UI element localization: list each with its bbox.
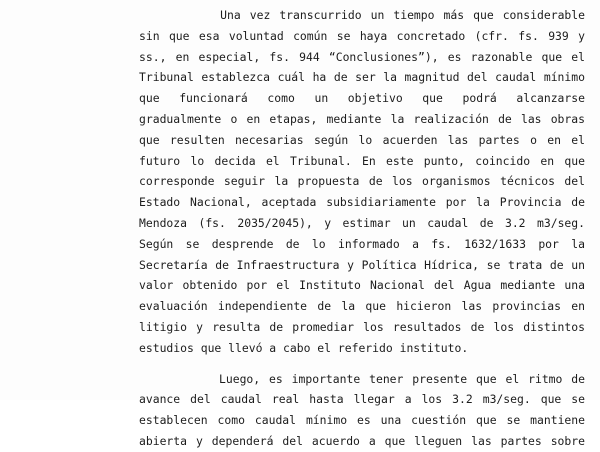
- text-line: corresponde seguir la propuesta de los organismos técnicos del: [139, 174, 585, 189]
- text-line: Estado Nacional, aceptada subsidiariamente por la Provincia de: [139, 195, 585, 210]
- text-line: Una vez transcurrido un tiempo más que considerable: [139, 8, 585, 22]
- text-line: gradualmente o en etapas, mediante la realización de las obras: [139, 111, 585, 126]
- text-line: sin que esa voluntad común se haya concretado (cfr. fs. 939 y: [139, 28, 585, 43]
- text-line: litigio y resulta de promediar los resultados de los distintos: [139, 319, 585, 334]
- text-line: estudios que llevó a cabo el referido instituto.: [139, 340, 469, 355]
- text-line: que funcionará como un objetivo que podrá alcanzarse: [139, 91, 585, 106]
- text-line: avance del caudal real hasta llegar a los 3.2 m3/seg. que se: [139, 392, 585, 407]
- paragraph-spacer: [139, 359, 585, 369]
- document-body: [139, 5, 585, 452]
- text-line: Secretaría de Infraestructura y Política Hídrica, se trata de un: [139, 257, 585, 272]
- text-line: ss., en especial, fs. 944 “Conclusiones”), es razonable que el: [139, 49, 585, 64]
- text-line: que resulten necesarias según lo acuerden las partes o en el: [139, 132, 585, 147]
- paragraph-1: [139, 5, 585, 359]
- text-line: Según se desprende de lo informado a fs. 1632/1633 por la: [139, 236, 585, 251]
- text-line: futuro lo decida el Tribunal. En este punto, coincido en que: [139, 153, 585, 168]
- text-line: valor obtenido por el Instituto Nacional del Agua mediante una: [139, 278, 585, 293]
- text-line: Tribunal establezca cuál ha de ser la magnitud del caudal mínimo: [139, 70, 585, 85]
- text-line: Luego, es importante tener presente que el ritmo de: [139, 371, 585, 386]
- text-line: evaluación independiente de la que hicieron las provincias en: [139, 299, 585, 314]
- paragraph-2: [139, 369, 585, 452]
- text-line: Mendoza (fs. 2035/2045), y estimar un caudal de 3.2 m3/seg.: [139, 215, 585, 230]
- text-line: abierta y dependerá del acuerdo a que lleguen las partes sobre: [139, 433, 585, 448]
- text-line: establecen como caudal mínimo es una cuestión que se mantiene: [139, 413, 585, 428]
